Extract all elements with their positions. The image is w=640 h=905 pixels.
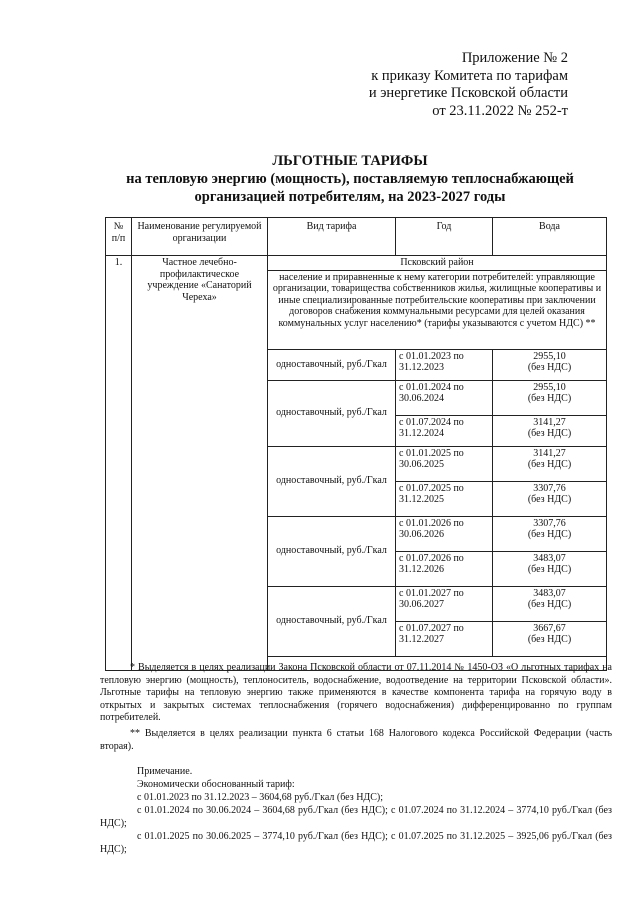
period-cell: с 01.01.2024 по 30.06.2024 <box>396 380 493 415</box>
water-tariff-cell <box>493 415 607 446</box>
tariff-type: одноставочный, руб./Гкал <box>268 516 396 586</box>
tariff-value: 3141,27 <box>533 416 566 428</box>
district-name: Псковский район <box>268 256 607 271</box>
tariff-value: 3307,76 <box>533 517 566 529</box>
tariff-type: одноставочный, руб./Гкал <box>268 349 396 380</box>
title-line-1: ЛЬГОТНЫЕ ТАРИФЫ <box>272 153 428 169</box>
title-line-3: организацией потребителям, на 2023-2027 годы <box>194 189 506 205</box>
water-tariff-cell <box>493 621 607 656</box>
water-tariff-cell <box>493 551 607 586</box>
remark-line-2023: с 01.01.2023 по 31.12.2023 – 3604,68 руб./Гкал (без НДС); <box>137 792 384 803</box>
col-header-num: № п/п <box>106 218 132 256</box>
order-reference: к приказу Комитета по тарифам <box>371 67 568 84</box>
tariff-value: 2955,10 <box>533 381 566 393</box>
tariff-value: 3307,76 <box>533 482 566 494</box>
water-tariff-cell <box>493 516 607 551</box>
water-tariff-cell <box>493 446 607 481</box>
tariff-type: одноставочный, руб./Гкал <box>268 380 396 446</box>
remark-line-2024: с 01.01.2024 по 30.06.2024 – 3604,68 руб./Гкал (без НДС); с 01.07.2024 по 31.12.2024 – 3774,10 руб./Гкал (без НДС); <box>100 805 612 829</box>
footnote-single-star: * Выделяется в целях реализации Закона Псковской области от 07.11.2014 № 1450-ОЗ «О льготных тарифах на тепловую энергию (мощность), теплоноситель, водоснабжение, водоотведение на территории Псковской области». Льготные тарифы на тепловую энергию также применяются в качестве компонента тарифа на горячую воду в открытых и закрытых системах теплоснабжения (горячего водоснабжения) дифференцированно по группам потребителей. <box>100 662 612 723</box>
period-cell: с 01.01.2023 по 31.12.2023 <box>396 349 493 380</box>
table-header-row <box>106 218 607 256</box>
title-line-2: на тепловую энергию (мощность), поставляемую теплоснабжающей <box>126 171 574 187</box>
col-header-year: Год <box>396 218 493 256</box>
row-number: 1. <box>106 256 132 671</box>
water-tariff-cell <box>493 586 607 621</box>
tariff-vat-note: (без НДС) <box>527 428 572 439</box>
order-date: от 23.11.2022 № 252-т <box>432 102 568 119</box>
tariff-vat-note: (без НДС) <box>527 362 572 373</box>
tariff-vat-note: (без НДС) <box>527 564 572 575</box>
tariff-type: одноставочный, руб./Гкал <box>268 446 396 516</box>
tariff-type: одноставочный, руб./Гкал <box>268 586 396 656</box>
consumer-category: население и приравненные к нему категории потребителей: управляющие организации, товарищества собственников жилья, жилищные кооперативы и иные специализированные потребительские кооперативы при заключении договоров снабжения коммунальными ресурсами для целей оказания коммунальных услуг населению* (тарифы указываются с учетом НДС) ** <box>268 270 607 349</box>
remark-subtitle: Экономически обоснованный тариф: <box>137 779 295 790</box>
col-header-type: Вид тарифа <box>268 218 396 256</box>
tariff-value: 2955,10 <box>533 350 566 362</box>
tariff-value: 3483,07 <box>533 587 566 599</box>
period-cell: с 01.01.2026 по 30.06.2026 <box>396 516 493 551</box>
tariff-vat-note: (без НДС) <box>527 494 572 505</box>
tariff-table <box>105 217 607 671</box>
tariff-value: 3483,07 <box>533 552 566 564</box>
period-cell: с 01.07.2026 по 31.12.2026 <box>396 551 493 586</box>
organization-name: Частное лечебно-профилактическое учреждение «Санаторий Череха» <box>132 256 268 671</box>
col-header-water: Вода <box>493 218 607 256</box>
tariff-vat-note: (без НДС) <box>527 599 572 610</box>
tariff-value: 3667,67 <box>533 622 566 634</box>
period-cell: с 01.07.2025 по 31.12.2025 <box>396 481 493 516</box>
tariff-vat-note: (без НДС) <box>527 529 572 540</box>
tariff-vat-note: (без НДС) <box>527 393 572 404</box>
table-row <box>106 256 607 271</box>
appendix-header <box>308 50 568 120</box>
appendix-number: Приложение № 2 <box>461 50 568 66</box>
committee-name: и энергетике Псковской области <box>368 85 568 101</box>
footnote-double-star: ** Выделяется в целях реализации пункта 6 статьи 168 Налогового кодекса Российской Федерации (часть вторая). <box>100 728 612 752</box>
tariff-vat-note: (без НДС) <box>527 634 572 645</box>
period-cell: с 01.07.2024 по 31.12.2024 <box>396 415 493 446</box>
document-title <box>80 152 620 206</box>
remark-title: Примечание. <box>137 766 193 777</box>
water-tariff-cell <box>493 481 607 516</box>
water-tariff-cell <box>493 349 607 380</box>
water-tariff-cell <box>493 380 607 415</box>
period-cell: с 01.01.2027 по 30.06.2027 <box>396 586 493 621</box>
tariff-value: 3141,27 <box>533 447 566 459</box>
col-header-org: Наименование регулируемой организации <box>132 218 268 256</box>
tariff-vat-note: (без НДС) <box>527 459 572 470</box>
period-cell: с 01.01.2025 по 30.06.2025 <box>396 446 493 481</box>
remark-line-2025: с 01.01.2025 по 30.06.2025 – 3774,10 руб./Гкал (без НДС); с 01.07.2025 по 31.12.2025 – 3925,06 руб./Гкал (без НДС); <box>100 831 612 855</box>
period-cell: с 01.07.2027 по 31.12.2027 <box>396 621 493 656</box>
